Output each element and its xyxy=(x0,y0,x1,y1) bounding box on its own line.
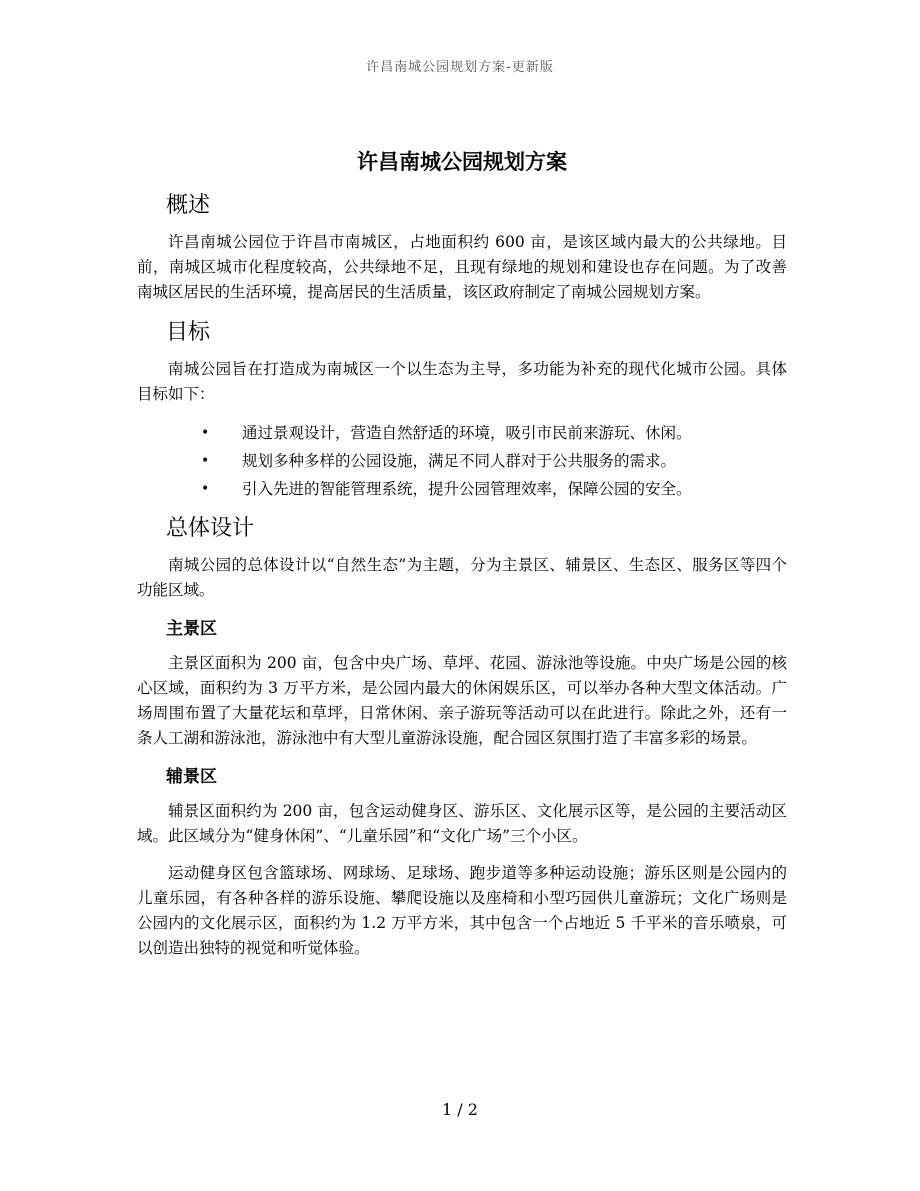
main-area-heading: 主景区 xyxy=(166,619,217,639)
document-body xyxy=(137,146,787,973)
design-heading: 总体设计 xyxy=(166,516,255,541)
secondary-area-paragraph-2: 运动健身区包含篮球场、网球场、足球场、跑步道等多种运动设施；游乐区则是公园内的儿童乐园，有各种各样的游乐设施、攀爬设施以及座椅和小型巧园供儿童游玩；文化广场则是公园内的文化展示区，面积约为 1.2 万平方米，其中包含一个占地近 5 千平米的音乐喷泉，可以创造出独特的视觉和听觉体验。 xyxy=(137,864,787,957)
running-header: 许昌南城公园规划方案-更新版 xyxy=(366,60,554,75)
bullet-icon: • xyxy=(201,425,210,441)
bullet-icon: • xyxy=(201,453,210,469)
goals-list-item xyxy=(137,419,787,447)
document-title: 许昌南城公园规划方案 xyxy=(357,150,567,174)
main-area-paragraph: 主景区面积为 200 亩，包含中央广场、草坪、花园、游泳池等设施。中央广场是公园的核心区域，面积约为 3 万平方米，是公园内最大的休闲娱乐区，可以举办各种大型文体活动。广场周围布置了大量花坛和草坪，日常休闲、亲子游玩等活动可以在此进行。除此之外，还有一条人工湖和游泳池，游泳池中有大型儿童游泳设施，配合园区氛围打造了丰富多彩的场景。 xyxy=(137,654,787,747)
page-number: 1 / 2 xyxy=(442,1100,478,1119)
design-paragraph: 南城公园的总体设计以“自然生态”为主题，分为主景区、辅景区、生态区、服务区等四个功能区域。 xyxy=(137,556,787,599)
goals-heading: 目标 xyxy=(166,320,211,345)
goals-list xyxy=(137,419,787,503)
secondary-area-heading: 辅景区 xyxy=(166,767,217,787)
overview-heading: 概述 xyxy=(166,193,211,218)
goals-paragraph: 南城公园旨在打造成为南城区一个以生态为主导，多功能为补充的现代化城市公园。具体目标如下： xyxy=(137,360,787,403)
goals-list-item xyxy=(137,475,787,503)
bullet-icon: • xyxy=(201,481,210,497)
secondary-area-paragraph-1: 辅景区面积约为 200 亩，包含运动健身区、游乐区、文化展示区等，是公园的主要活动区域。此区域分为“健身休闲”、“儿童乐园”和“文化广场”三个小区。 xyxy=(137,802,787,845)
overview-paragraph: 许昌南城公园位于许昌市南城区，占地面积约 600 亩，是该区域内最大的公共绿地。目前，南城区城市化程度较高，公共绿地不足，且现有绿地的规划和建设也存在问题。为了改善南城区居民的生活环境，提高居民的生活质量，该区政府制定了南城公园规划方案。 xyxy=(137,233,787,301)
goals-list-item xyxy=(137,447,787,475)
goals-item-text: 引入先进的智能管理系统，提升公园管理效率，保障公园的安全。 xyxy=(242,480,692,498)
goals-item-text: 通过景观设计，营造自然舒适的环境，吸引市民前来游玩、休闲。 xyxy=(242,424,692,442)
goals-item-text: 规划多种多样的公园设施，满足不同人群对于公共服务的需求。 xyxy=(242,452,677,470)
